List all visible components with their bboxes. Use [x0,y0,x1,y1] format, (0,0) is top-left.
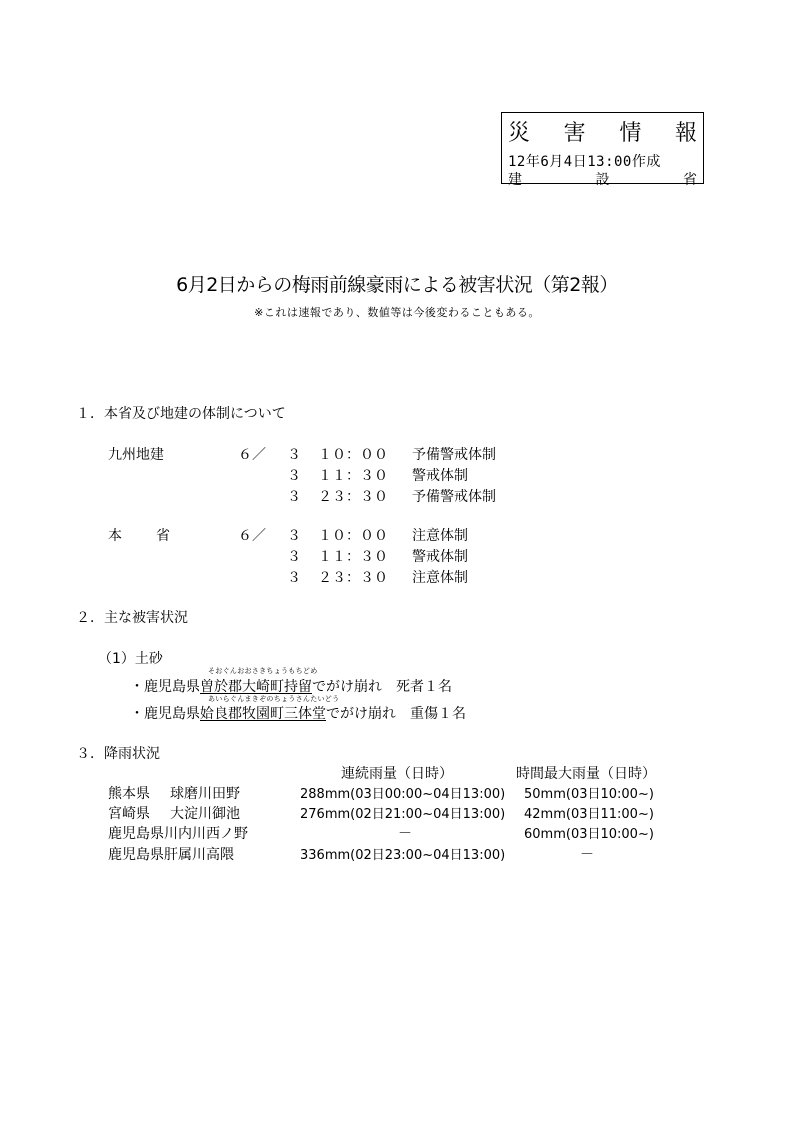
damage-1-result: 死者１名 [396,679,452,695]
honsho-status-3: 注意体制 [412,570,468,586]
rain-row-3-hourly: 60mm(03日10:00~) [524,827,654,842]
ministry-char: 設 [595,172,610,188]
honsho-status-2: 警戒体制 [412,549,468,565]
section2-heading: ２．主な被害状況 [76,610,188,626]
section2-subheading: （1）土砂 [98,651,163,667]
rain-row-2-continuous: 276mm(02日21:00~04日13:00) [300,807,506,822]
kyushu-time-3: ２３：３０ [318,489,388,505]
honsho-day-1: ３ [287,528,301,544]
honsho-day-2: ３ [287,549,301,565]
honsho-time-2: １１：３０ [318,549,388,565]
kyushu-status-3: 予備警戒体制 [412,489,496,505]
damage-1-ruby: そおぐんおおさきちょうもちどめ [208,667,318,675]
kyushu-name: 九州地建 [108,447,164,463]
rain-row-4-hourly: － [580,847,594,863]
ministry-char: 建 [508,172,522,188]
kyushu-time-2: １１：３０ [318,468,388,484]
honsho-day-3: ３ [287,570,301,586]
damage-2-result: 重傷１名 [410,706,466,722]
ministry-name [502,169,703,189]
title-char: 報 [674,121,697,146]
rain-row-1-pref: 熊本県 [108,786,150,802]
honsho-status-1: 注意体制 [412,528,468,544]
damage-2-place: 姶良郡牧園町三体堂 [200,706,326,722]
damage-item-1 [130,676,452,696]
disaster-info-box [501,112,704,188]
honsho-date: ６／ [238,528,266,544]
rain-row-1-continuous: 288mm(03日00:00~04日13:00) [300,787,506,802]
damage-1-place: 曽於郡大崎町持留 [200,679,312,695]
damage-2-suffix: でがけ崩れ [326,706,396,722]
kyushu-date: ６／ [238,447,266,463]
damage-2-ruby: あいらぐんまきぞのちょうさんたいどう [208,695,340,703]
document-title: 6月2日からの梅雨前線豪雨による被害状況（第2報） [176,274,618,296]
rain-row-4-station: 肝属川高隈 [164,847,234,863]
title-char: 情 [619,121,642,146]
rain-row-2-hourly: 42mm(03日11:00~) [524,807,654,822]
section1-heading: １．本省及び地建の体制について [76,406,286,422]
rain-row-1-station: 球磨川田野 [170,786,240,802]
col-hourly-header: 時間最大雨量（日時） [516,766,656,782]
honsho-name-a: 本 [108,528,122,544]
kyushu-time-1: １０：００ [318,447,388,463]
rain-row-3-continuous: － [398,826,412,842]
ministry-char: 省 [683,172,697,188]
col-continuous-header: 連続雨量（日時） [341,766,453,782]
kyushu-day-1: ３ [287,447,301,463]
rain-row-3-station: 川内川西ノ野 [164,826,248,842]
title-char: 害 [563,121,586,146]
rain-row-2-pref: 宮崎県 [108,806,150,822]
document-subtitle: ※これは速報であり、数値等は今後変わることもある。 [254,306,540,319]
rain-row-3-pref: 鹿児島県 [108,826,164,842]
rain-row-4-continuous: 336mm(02日23:00~04日13:00) [300,848,506,863]
kyushu-status-1: 予備警戒体制 [412,447,496,463]
damage-1-prefix: ・鹿児島県 [130,679,200,695]
rain-row-1-hourly: 50mm(03日10:00~) [524,787,654,802]
kyushu-day-3: ３ [287,489,301,505]
kyushu-day-2: ３ [287,468,301,484]
honsho-time-1: １０：００ [318,528,388,544]
damage-1-suffix: でがけ崩れ [312,679,382,695]
honsho-time-3: ２３：３０ [318,570,388,586]
rain-row-2-station: 大淀川御池 [170,806,240,822]
title-char: 災 [508,121,531,146]
honsho-name-b: 省 [156,528,170,544]
rain-row-4-pref: 鹿児島県 [108,847,164,863]
kyushu-status-2: 警戒体制 [412,468,468,484]
damage-item-2 [130,703,466,723]
damage-2-prefix: ・鹿児島県 [130,706,200,722]
disaster-info-title [502,116,703,147]
section3-heading: ３．降雨状況 [76,746,160,762]
created-datetime: 12年6月4日13:00作成 [508,154,661,170]
